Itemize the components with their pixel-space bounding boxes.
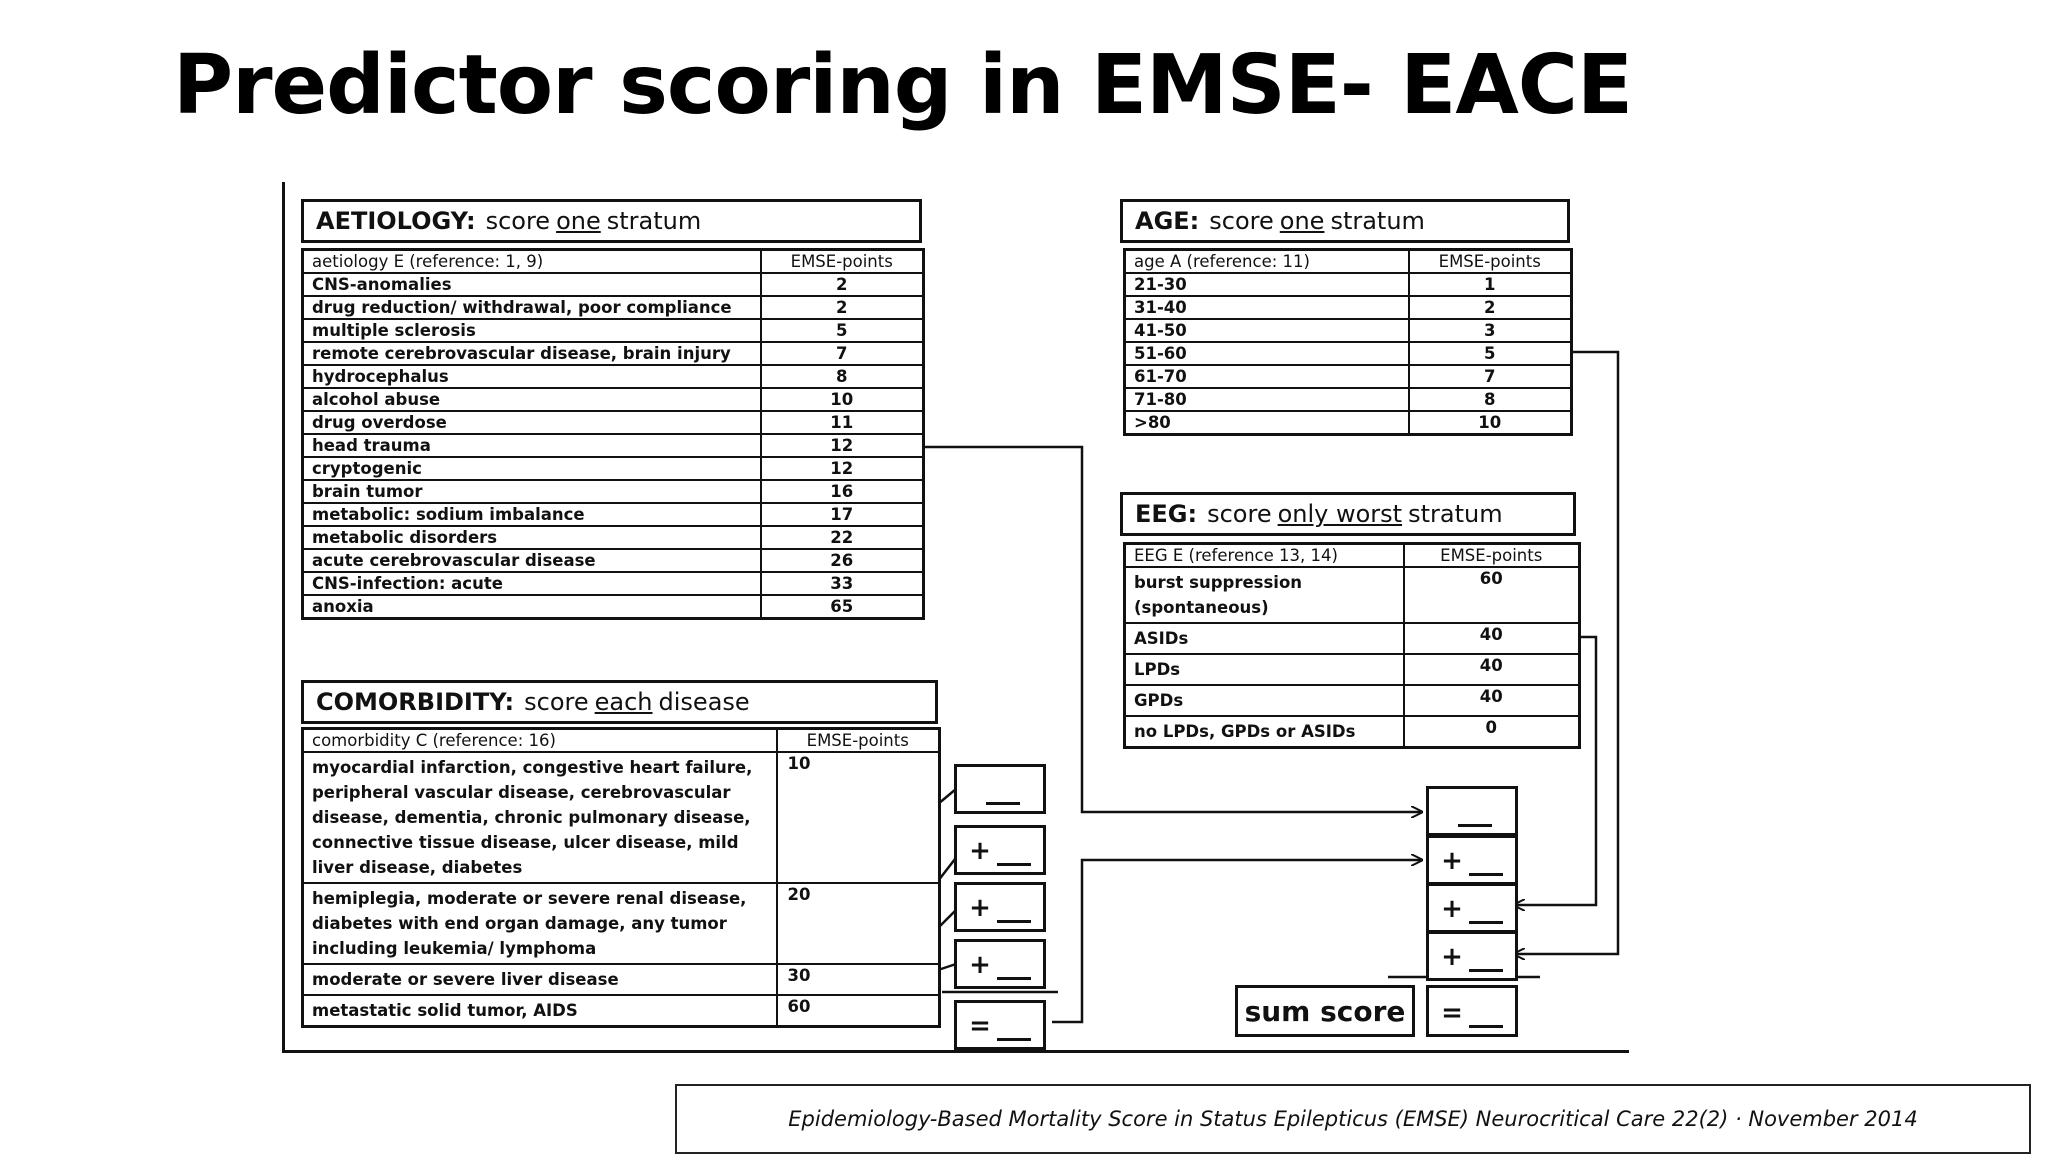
table-row xyxy=(303,457,924,480)
table-row xyxy=(303,273,924,296)
eeg-row-points: 40 xyxy=(1404,685,1580,716)
plus-sign: + xyxy=(1441,942,1463,972)
eeg-header-post: stratum xyxy=(1408,500,1503,528)
total-box-4 xyxy=(1426,931,1518,981)
eeg-row-label: GPDs xyxy=(1125,685,1404,716)
eeg-header-emph: only worst xyxy=(1277,500,1403,528)
comorbidity-row-points: 60 xyxy=(777,995,940,1027)
aetiology-row-points: 2 xyxy=(761,296,924,319)
table-row xyxy=(1125,411,1572,435)
table-row xyxy=(1125,654,1580,685)
table-row xyxy=(303,595,924,619)
aetiology-column-header-points: EMSE-points xyxy=(761,250,924,274)
age-row-points: 3 xyxy=(1409,319,1572,342)
age-header-lead: AGE: xyxy=(1135,207,1200,235)
comorbidity-row-label: myocardial infarction, congestive heart failure, peripheral vascular disease, cerebrovascular disease, dementia, chronic pulmonary disease, connective tissue disease, ulcer disease, mild liver disease, diabetes xyxy=(303,752,777,883)
age-table xyxy=(1123,248,1573,436)
plus-sign: + xyxy=(969,836,991,866)
comorbidity-header-lead: COMORBIDITY: xyxy=(316,688,515,716)
blank-line xyxy=(986,800,1020,805)
table-row xyxy=(303,964,940,995)
comorbidity-table xyxy=(301,727,941,1028)
blank-line xyxy=(997,1036,1031,1041)
comorbidity-box-3 xyxy=(954,882,1046,932)
aetiology-row-label: CNS-infection: acute xyxy=(303,572,761,595)
citation: Epidemiology-Based Mortality Score in Status Epilepticus (EMSE) Neurocritical Care 22(2) · November 2014 xyxy=(675,1084,2031,1154)
comorbidity-column-header-points: EMSE-points xyxy=(777,729,940,753)
aetiology-row-label: brain tumor xyxy=(303,480,761,503)
table-row xyxy=(303,411,924,434)
table-row xyxy=(303,572,924,595)
blank-line xyxy=(1469,871,1503,876)
eeg-row-points: 60 xyxy=(1404,567,1580,623)
blank-line xyxy=(1469,919,1503,924)
comorbidity-row-points: 20 xyxy=(777,883,940,964)
eeg-column-header-label: EEG E (reference 13, 14) xyxy=(1125,544,1404,568)
eeg-header-lead: EEG: xyxy=(1135,500,1198,528)
eeg-row-label: no LPDs, GPDs or ASIDs xyxy=(1125,716,1404,748)
age-row-points: 8 xyxy=(1409,388,1572,411)
table-row xyxy=(1125,623,1580,654)
aetiology-row-points: 5 xyxy=(761,319,924,342)
aetiology-row-points: 22 xyxy=(761,526,924,549)
aetiology-row-label: hydrocephalus xyxy=(303,365,761,388)
table-row xyxy=(1125,365,1572,388)
table-row xyxy=(303,503,924,526)
comorbidity-header-post: disease xyxy=(658,688,750,716)
table-row xyxy=(303,883,940,964)
aetiology-row-points: 12 xyxy=(761,434,924,457)
eeg-row-points: 40 xyxy=(1404,654,1580,685)
blank-line xyxy=(997,861,1031,866)
eeg-row-label: LPDs xyxy=(1125,654,1404,685)
age-row-label: 61-70 xyxy=(1125,365,1409,388)
table-row xyxy=(1125,685,1580,716)
sum-score-label: sum score xyxy=(1235,985,1415,1037)
eeg-column-header-row xyxy=(1125,544,1580,568)
age-row-points: 2 xyxy=(1409,296,1572,319)
aetiology-row-points: 12 xyxy=(761,457,924,480)
total-box-2 xyxy=(1426,835,1518,885)
aetiology-row-points: 17 xyxy=(761,503,924,526)
comorbidity-row-label: moderate or severe liver disease xyxy=(303,964,777,995)
age-row-label: 71-80 xyxy=(1125,388,1409,411)
table-row xyxy=(303,342,924,365)
total-sum-box xyxy=(1426,985,1518,1037)
comorbidity-row-points: 10 xyxy=(777,752,940,883)
age-row-label: 51-60 xyxy=(1125,342,1409,365)
aetiology-row-points: 16 xyxy=(761,480,924,503)
page-title: Predictor scoring in EMSE- EACE xyxy=(173,38,1632,133)
aetiology-row-label: multiple sclerosis xyxy=(303,319,761,342)
eeg-row-label: burst suppression (spontaneous) xyxy=(1125,567,1404,623)
plus-sign: + xyxy=(1441,894,1463,924)
aetiology-row-label: metabolic: sodium imbalance xyxy=(303,503,761,526)
table-row xyxy=(303,995,940,1027)
aetiology-row-label: anoxia xyxy=(303,595,761,619)
comorbidity-column-header-row xyxy=(303,729,940,753)
age-row-points: 1 xyxy=(1409,273,1572,296)
aetiology-header-emph: one xyxy=(556,207,601,235)
comorbidity-row-label: metastatic solid tumor, AIDS xyxy=(303,995,777,1027)
equals-sign: = xyxy=(1441,998,1463,1028)
aetiology-table xyxy=(301,248,925,620)
table-row xyxy=(1125,273,1572,296)
comorbidity-row-label: hemiplegia, moderate or severe renal disease, diabetes with end organ damage, any tumor including leukemia/ lymphoma xyxy=(303,883,777,964)
aetiology-row-points: 26 xyxy=(761,549,924,572)
comorbidity-header-emph: each xyxy=(594,688,653,716)
eeg-table xyxy=(1123,542,1581,749)
age-row-label: >80 xyxy=(1125,411,1409,435)
blank-line xyxy=(1469,967,1503,972)
aetiology-row-label: alcohol abuse xyxy=(303,388,761,411)
comorbidity-header xyxy=(301,680,938,724)
comorbidity-box-1 xyxy=(954,764,1046,814)
aetiology-row-points: 8 xyxy=(761,365,924,388)
table-row xyxy=(303,319,924,342)
aetiology-header xyxy=(301,199,922,243)
eeg-column-header-points: EMSE-points xyxy=(1404,544,1580,568)
blank-line xyxy=(997,918,1031,923)
aetiology-column-header-label: aetiology E (reference: 1, 9) xyxy=(303,250,761,274)
aetiology-row-label: cryptogenic xyxy=(303,457,761,480)
table-row xyxy=(1125,716,1580,748)
table-row xyxy=(303,365,924,388)
plus-sign: + xyxy=(1441,846,1463,876)
aetiology-row-label: metabolic disorders xyxy=(303,526,761,549)
eeg-row-label: ASIDs xyxy=(1125,623,1404,654)
comorbidity-column-header-label: comorbidity C (reference: 16) xyxy=(303,729,777,753)
aetiology-row-label: drug overdose xyxy=(303,411,761,434)
aetiology-header-pre: score xyxy=(485,207,551,235)
total-box-3 xyxy=(1426,883,1518,933)
age-column-header-row xyxy=(1125,250,1572,274)
table-row xyxy=(1125,319,1572,342)
age-header-emph: one xyxy=(1279,207,1325,235)
plus-sign: + xyxy=(969,950,991,980)
aetiology-row-label: acute cerebrovascular disease xyxy=(303,549,761,572)
age-row-label: 31-40 xyxy=(1125,296,1409,319)
age-row-points: 10 xyxy=(1409,411,1572,435)
table-row xyxy=(303,388,924,411)
table-row xyxy=(303,434,924,457)
eeg-row-points: 0 xyxy=(1404,716,1580,748)
plus-sign: + xyxy=(969,893,991,923)
aetiology-header-post: stratum xyxy=(606,207,702,235)
age-row-points: 5 xyxy=(1409,342,1572,365)
table-row xyxy=(1125,388,1572,411)
comorbidity-box-2 xyxy=(954,825,1046,875)
comorbidity-row-points: 30 xyxy=(777,964,940,995)
aetiology-header-lead: AETIOLOGY: xyxy=(316,207,476,235)
aetiology-row-points: 2 xyxy=(761,273,924,296)
age-row-points: 7 xyxy=(1409,365,1572,388)
table-row xyxy=(303,549,924,572)
table-row xyxy=(303,480,924,503)
table-row xyxy=(303,526,924,549)
total-box-1 xyxy=(1426,786,1518,836)
table-row xyxy=(303,752,940,883)
age-header xyxy=(1120,199,1570,243)
aetiology-row-label: CNS-anomalies xyxy=(303,273,761,296)
eeg-header-pre: score xyxy=(1207,500,1272,528)
emse-scoring-figure xyxy=(282,182,1629,1060)
age-header-post: stratum xyxy=(1330,207,1425,235)
aetiology-row-points: 7 xyxy=(761,342,924,365)
age-row-label: 21-30 xyxy=(1125,273,1409,296)
aetiology-row-points: 10 xyxy=(761,388,924,411)
blank-line xyxy=(1469,1023,1503,1028)
age-header-pre: score xyxy=(1209,207,1274,235)
eeg-row-points: 40 xyxy=(1404,623,1580,654)
aetiology-row-label: drug reduction/ withdrawal, poor compliance xyxy=(303,296,761,319)
age-column-header-label: age A (reference: 11) xyxy=(1125,250,1409,274)
comorbidity-header-pre: score xyxy=(524,688,589,716)
equals-sign: = xyxy=(969,1011,991,1041)
age-row-label: 41-50 xyxy=(1125,319,1409,342)
aetiology-row-points: 11 xyxy=(761,411,924,434)
aetiology-column-header-row xyxy=(303,250,924,274)
blank-line xyxy=(1458,822,1492,827)
blank-line xyxy=(997,975,1031,980)
table-row xyxy=(1125,567,1580,623)
aetiology-row-points: 33 xyxy=(761,572,924,595)
comorbidity-total-box xyxy=(954,1000,1046,1050)
table-row xyxy=(1125,296,1572,319)
aetiology-row-label: head trauma xyxy=(303,434,761,457)
comorbidity-box-4 xyxy=(954,939,1046,989)
eeg-header xyxy=(1120,492,1576,536)
table-row xyxy=(303,296,924,319)
table-row xyxy=(1125,342,1572,365)
aetiology-row-points: 65 xyxy=(761,595,924,619)
aetiology-row-label: remote cerebrovascular disease, brain injury xyxy=(303,342,761,365)
age-column-header-points: EMSE-points xyxy=(1409,250,1572,274)
